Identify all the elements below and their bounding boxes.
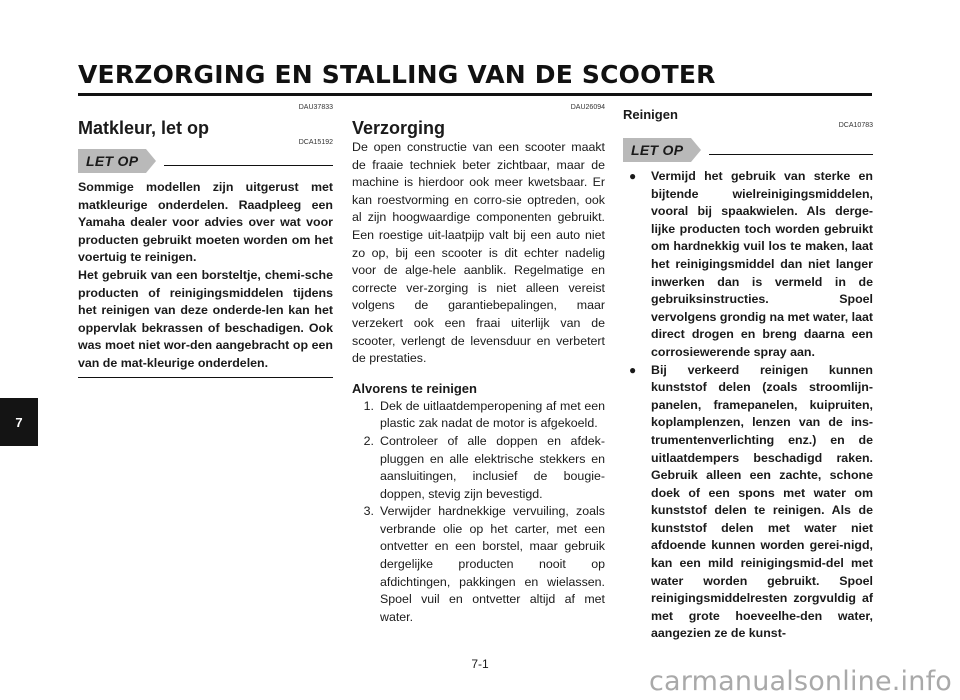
right-column	[623, 104, 873, 643]
list-item	[352, 433, 605, 503]
step-text: Controleer of alle doppen en afdek-pluggen en alle elektrische stekkers en aansluitingen, inclusief de bougie-doppen, stevig zijn bevestigd.	[380, 433, 605, 501]
caution-end-rule	[78, 377, 333, 378]
caution-code: DCA15192	[298, 139, 333, 146]
step-text: Dek de uitlaatdemperopening af met een plastic zak nadat de motor is afgekoeld.	[380, 398, 605, 431]
page-header-title: VERZORGING EN STALLING VAN DE SCOOTER	[78, 60, 716, 89]
caution-badge: LET OP	[623, 138, 691, 162]
caution-header	[623, 138, 873, 162]
section-heading: Matkleur, let op	[78, 118, 210, 138]
bullet-text: Bij verkeerd reinigen kunnen kunststof delen (zoals stroomlijn-panelen, framepanelen, kuipruiten, koplamplenzen, lenzen van de ins-trumentenverlichting enz.) en de uitlaatdempers beschadigd raken. Gebruik alleen een zachte, schone doek of een spons met water om kunststof delen te reinigen. Als de kunststof delen met water niet afdoende kunnen worden gerei-nigd, kan een mild reinigingsmid-del met water worden gebruikt. Spoel reinigingsmiddelresten zorgvuldig af met grote hoeveelhe-den water, aangezien ze de kunst-	[651, 362, 873, 641]
caution-rule	[709, 154, 873, 155]
subheading: Alvorens te reinigen	[352, 380, 477, 396]
intro-paragraph: De open constructie van een scooter maakt de fraaie techniek beter zichtbaar, maar de machine is hierdoor ook meer kwetsbaar. Er kan roestvorming en corro-sie optreden, ook al zijn hoogwaardige componenten gebruikt. Een roestige uit-laatpijp valt bij een auto niet zo op, bij een scooter is dit echter nadelig voor de alge-hele aanblik. Regelmatige en correcte ver-zorging is niet alleen vereist volgens de garantiebepalingen, maar verzekert ook een fraai uiterlijk van de scooter, verlengt de levensduur en verbetert de prestaties.	[352, 140, 605, 366]
bullet-icon: ●	[629, 362, 637, 377]
step-number: 3.	[363, 504, 374, 519]
list-item	[352, 503, 605, 626]
header-rule	[78, 93, 872, 96]
caution-text	[78, 179, 333, 373]
section-heading: Verzorging	[352, 118, 446, 138]
caution-bullet-list	[623, 168, 873, 643]
caution-badge: LET OP	[78, 149, 146, 173]
caution-code: DCA10783	[838, 122, 873, 129]
section-code: DAU26094	[570, 104, 605, 111]
caution-header	[78, 149, 333, 173]
list-item	[623, 362, 873, 644]
page-number: 7-1	[471, 657, 489, 671]
list-item	[352, 398, 605, 433]
caution-rule	[164, 165, 333, 166]
section-code: DAU37833	[298, 104, 333, 111]
left-column	[78, 104, 333, 378]
caution-paragraph: Sommige modellen zijn uitgerust met matkleurige onderdelen. Raadpleeg een Yamaha dealer voor advies over wat voor producten gebruikt moeten worden om het voertuig te reinigen.	[78, 180, 333, 265]
step-number: 1.	[363, 398, 374, 413]
list-item	[623, 168, 873, 362]
chapter-tab: 7	[0, 398, 38, 446]
caution-paragraph: Het gebruik van een borsteltje, chemi-sche producten of reinigingsmiddelen tijdens het reinigen van deze onderde-len kan het oppervlak bekrassen of beschadigen. Ook was moet niet wor-den aangebracht op een van de mat-kleurige onderdelen.	[78, 267, 333, 370]
bullet-text: Vermijd het gebruik van sterke en bijtende wielreinigingsmiddelen, vooral bij spaakwielen. Als derge-lijke producten toch worden gebruikt om hardnekkig vuil los te maken, laat het reinigingsmiddel dan niet langer inwerken dan is vermeld in de gebruiksinstructies. Spoel vervolgens grondig na met water, laat direct drogen en breng daarna een corrosiewerende spray aan.	[651, 169, 873, 359]
bullet-icon: ●	[629, 169, 637, 183]
step-text: Verwijder hardnekkige vervuiling, zoals verbrande olie op het carter, met een ontvetter en een borstel, maar gebruik dergelijke producten nooit op afdichtingen, pakkingen en wielassen. Spoel vuil en ontvetter altijd af met water.	[380, 504, 605, 624]
middle-column	[352, 104, 605, 626]
watermark: carmanualsonline.info	[649, 666, 952, 697]
section-heading: Reinigen	[623, 107, 678, 122]
step-list	[352, 398, 605, 627]
step-number: 2.	[363, 433, 374, 448]
